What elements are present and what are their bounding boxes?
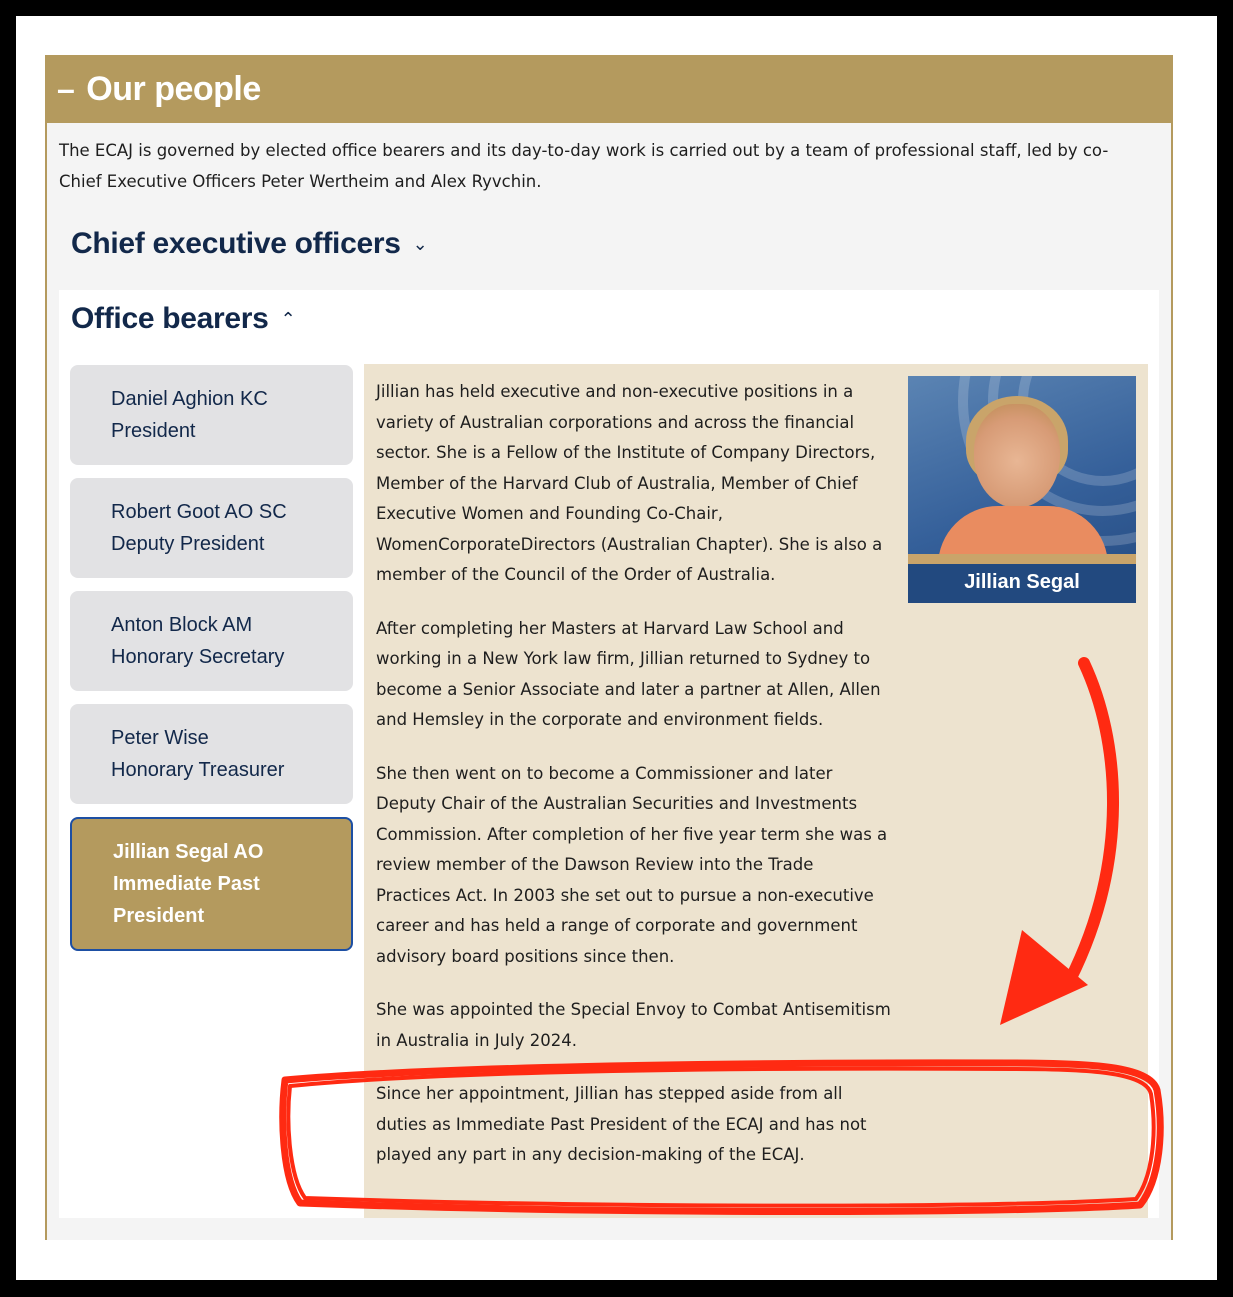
office-bearer-tabs — [70, 365, 353, 964]
section-title: Office bearers — [71, 302, 269, 335]
screenshot-frame — [16, 16, 1217, 1280]
bio-paragraph: Since her appointment, Jillian has stepped aside from all duties as Immediate Past President of the ECAJ and has not played any part in any decision-making of the ECAJ. — [376, 1084, 867, 1164]
tab-daniel-aghion[interactable] — [70, 365, 353, 465]
tab-role: Immediate Past President — [113, 873, 260, 927]
tab-role: President — [111, 420, 196, 442]
our-people-panel — [45, 55, 1173, 1240]
tab-name: Robert Goot AO SC — [111, 501, 287, 523]
bio-paragraph: She was appointed the Special Envoy to Combat Antisemitism in Australia in July 2024. — [376, 1000, 891, 1050]
tab-name: Anton Block AM — [111, 614, 253, 636]
tab-anton-block[interactable] — [70, 591, 353, 691]
bio-text — [376, 377, 891, 1194]
intro-text: The ECAJ is governed by elected office bearers and its day-to-day work is carried out by a team of professional staff, led by co-Chief Executive Officers Peter Wertheim and Alex Ryvchin. — [59, 141, 1109, 191]
tab-role: Honorary Secretary — [111, 646, 285, 668]
panel-title: Our people — [86, 69, 261, 108]
office-bearers-section — [59, 290, 1159, 1218]
section-title: Chief executive officers — [71, 227, 401, 260]
chevron-up-icon: ⌃ — [280, 308, 296, 329]
tab-robert-goot[interactable] — [70, 478, 353, 578]
tab-role: Deputy President — [111, 533, 265, 555]
section-chief-executive-officers[interactable] — [71, 227, 427, 261]
tab-name: Jillian Segal AO — [113, 841, 264, 863]
bio-content — [364, 364, 1148, 1218]
bio-paragraph: After completing her Masters at Harvard Law School and working in a New York law firm, Jillian returned to Sydney to become a Senior Associate and later a partner at Allen, Allen and Hemsley in the corporate and environment fields. — [376, 618, 881, 729]
panel-header[interactable] — [45, 55, 1173, 123]
bio-paragraph: Jillian has held executive and non-executive positions in a variety of Australian corporations and across the financial sector. She is a Fellow of the Institute of Company Directors, Member of the Harvard Club of Australia, Member of Chief Executive Women and Founding Co-Chair, WomenCorporateDirectors (Australian Chapter). She is also a member of the Council of the Order of Australia. — [376, 382, 883, 584]
tab-jillian-segal[interactable] — [70, 817, 353, 951]
tab-name: Daniel Aghion KC — [111, 388, 268, 410]
tab-peter-wise[interactable] — [70, 704, 353, 804]
tab-role: Honorary Treasurer — [111, 759, 285, 781]
chevron-down-icon: ⌄ — [412, 233, 428, 254]
photo-caption: Jillian Segal — [908, 564, 1136, 603]
section-office-bearers[interactable] — [71, 302, 295, 336]
bio-paragraph: She then went on to become a Commissioner and later Deputy Chair of the Australian Securities and Investments Commission. After completion of her five year term she was a review member of the Dawson Review into the Trade Practices Act. In 2003 she set out to pursue a non-executive career and has held a range of corporate and government advisory board positions since then. — [376, 763, 888, 966]
tab-name: Peter Wise — [111, 727, 209, 749]
collapse-icon[interactable]: – — [57, 70, 75, 107]
profile-photo — [908, 376, 1136, 603]
